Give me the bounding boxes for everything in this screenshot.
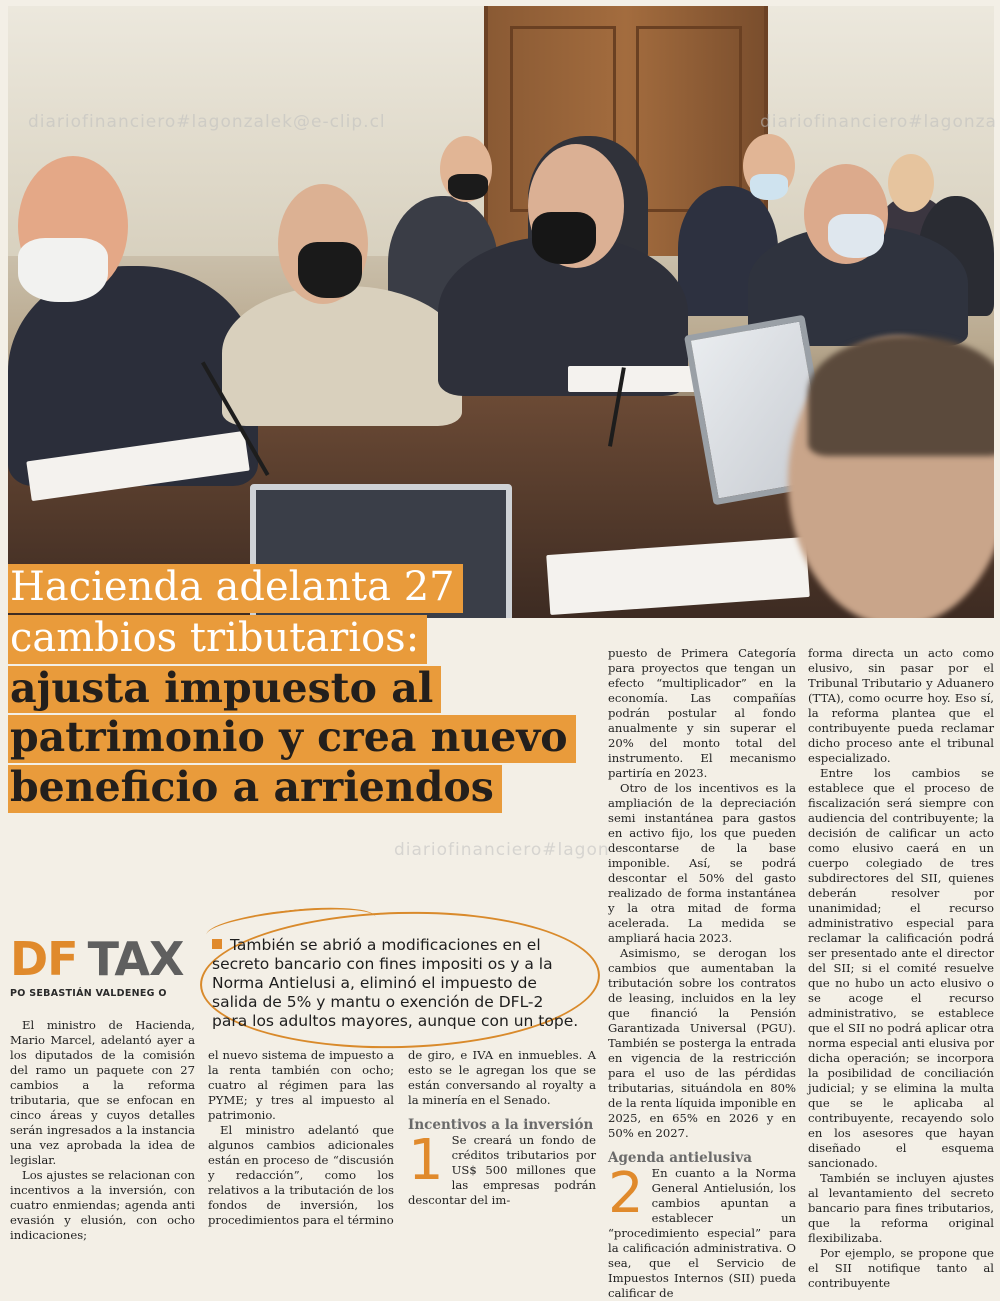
paragraph: el nuevo sistema de impuesto a la renta también con ocho; cuatro al régimen para las PYME; y tres al impuesto al patrimonio. xyxy=(208,1048,394,1122)
photo-paper xyxy=(568,366,708,392)
column-2 xyxy=(208,1048,394,1228)
paragraph: Los ajustes se relacionan con incentivos a la inversión, con cuatro enmiendas; agenda anti evasión y elusión, con ocho indicaciones; xyxy=(10,1168,195,1242)
photo-person xyxy=(222,286,462,426)
paragraph: Se creará un fondo de créditos tributarios por US$ 500 millones que las empresas podrán descontar del im- xyxy=(408,1133,596,1207)
item-number: 2 xyxy=(608,1161,644,1226)
paragraph: El ministro adelantó que algunos cambios adicionales están en proceso de “discusión y redacción”, como los relativos a la tributación de los fondos de inversión, los procedimientos para el término xyxy=(208,1123,394,1227)
photo-mask xyxy=(448,174,488,200)
photo-mask xyxy=(828,214,884,258)
headline-line: ajusta impuesto al xyxy=(8,666,441,714)
headline-line: cambios tributarios: xyxy=(8,615,427,664)
item-number: 1 xyxy=(408,1128,444,1193)
logo-df: DF xyxy=(10,932,78,986)
paragraph: Asimismo, se derogan los cambios que aumentaban la tributación sobre los contratos de leasing, incluidos en la ley que financió la Pensión Garantizada Universal (PGU). También se posterga la entrada en vigencia de la restricción para el uso de las pérdidas tributarias, situándola en 80% de la renta líquida imponible en 2025, en 65% en 2026 y en 50% en 2027. xyxy=(608,946,796,1140)
watermark: diariofinanciero#lagonzalek@e-clip.cl xyxy=(28,112,386,132)
watermark: diariofinanciero#lagonza xyxy=(760,112,997,132)
photo-head xyxy=(888,154,934,212)
photo-person xyxy=(808,336,994,456)
callout-text: También se abrió a modificaciones en el secreto bancario con fines impositi os y a la Norma Antielusi a, eliminó el impuesto de salida de 5% y mantu o exención de DFL-2 para los adultos mayores, aunque con un tope. xyxy=(212,936,579,1030)
bullet-square-icon xyxy=(212,939,222,949)
subheading: Incentivos a la inversión xyxy=(408,1117,594,1133)
column-5 xyxy=(808,646,994,1291)
photo-mask xyxy=(298,242,362,298)
watermark: diariofinanciero#lagon xyxy=(394,840,610,860)
headline-line: patrimonio y crea nuevo xyxy=(8,715,576,763)
article-photo xyxy=(8,6,994,618)
paragraph: En cuanto a la Norma General Antielusión, los cambios apuntan a establecer un “procedimiento especial” para la calificación administrativa. O sea, que el Servicio de Impuestos Internos (SII) pueda calificar de xyxy=(608,1166,796,1300)
column-1 xyxy=(10,1018,195,1243)
numbered-item xyxy=(608,1161,796,1301)
photo-mask xyxy=(532,212,596,264)
paragraph: puesto de Primera Categoría para proyectos que tengan un efecto “multiplicador” en la economía. Las compañías podrán postular al fondo anualmente y sin superar el 20% del monto total del instrumento. El mecanismo partiría en 2023. xyxy=(608,646,796,780)
photo-mask xyxy=(18,238,108,302)
headline xyxy=(8,564,608,815)
logo-tax: TAX xyxy=(87,932,184,986)
numbered-item xyxy=(408,1128,596,1208)
paragraph: Entre los cambios se establece que el proceso de fiscalización será siempre con audiencia del contribuyente; la decisión de calificar un acto como elusivo caerá en un cuerpo colegiado de tres subdirectores del SII, quienes deberán resolver por unanimidad; el recurso administrativo especial para reclamar la calificación podrá ser presentado ante el director del SII; si el comité resuelve que no hubo un acto elusivo o se acoge el recurso administrativo, se establece que el SII no podrá aplicar otra norma especial anti elusiva por dicha operación; se incorpora la posibilidad de conciliación judicial; y se elimina la multa que se le aplicaba al contribuyente, recayendo solo en los asesores que hayan diseñado el esquema sancionado. xyxy=(808,766,994,1170)
photo-mask xyxy=(750,174,788,200)
paragraph: También se incluyen ajustes al levantamiento del secreto bancario para fines tributarios, que la reforma original flexibilizaba. xyxy=(808,1171,994,1245)
section-logo xyxy=(10,932,183,986)
column-3 xyxy=(408,1048,596,1208)
paragraph: Otro de los incentivos es la ampliación de la depreciación semi instantánea para gastos en activo fijo, los que pueden descontarse de la base imponible. Así, se podrá descontar el 50% del gasto realizado de forma instantánea y la otra mitad de forma acelerada. La medida se ampliará hacia 2023. xyxy=(608,781,796,945)
column-4 xyxy=(608,646,796,1301)
byline: PO SEBASTIÁN VALDENEG O xyxy=(10,988,167,999)
paragraph: de giro, e IVA en inmuebles. A esto se le agregan los que se están conversando al royalty a la minería en el Senado. xyxy=(408,1048,596,1107)
callout xyxy=(212,936,582,1031)
paragraph: Por ejemplo, se propone que el SII notifique tanto al contribuyente xyxy=(808,1246,994,1290)
headline-line: beneficio a arriendos xyxy=(8,765,502,813)
paragraph: El ministro de Hacienda, Mario Marcel, adelantó ayer a los diputados de la comisión del ramo un paquete con 27 cambios a la reforma tributaria, que se enfocan en cinco áreas y cuyos detalles serán ingresados a la instancia una vez aprobada la idea de legislar. xyxy=(10,1018,195,1167)
subheading: Agenda antielusiva xyxy=(608,1150,752,1166)
headline-line: Hacienda adelanta 27 xyxy=(8,564,463,613)
paragraph: forma directa un acto como elusivo, sin pasar por el Tribunal Tributario y Aduanero (TTA), como ocurre hoy. Eso sí, la reforma plantea que el contribuyente pueda reclamar dicho proceso ante el tribunal especializado. xyxy=(808,646,994,765)
